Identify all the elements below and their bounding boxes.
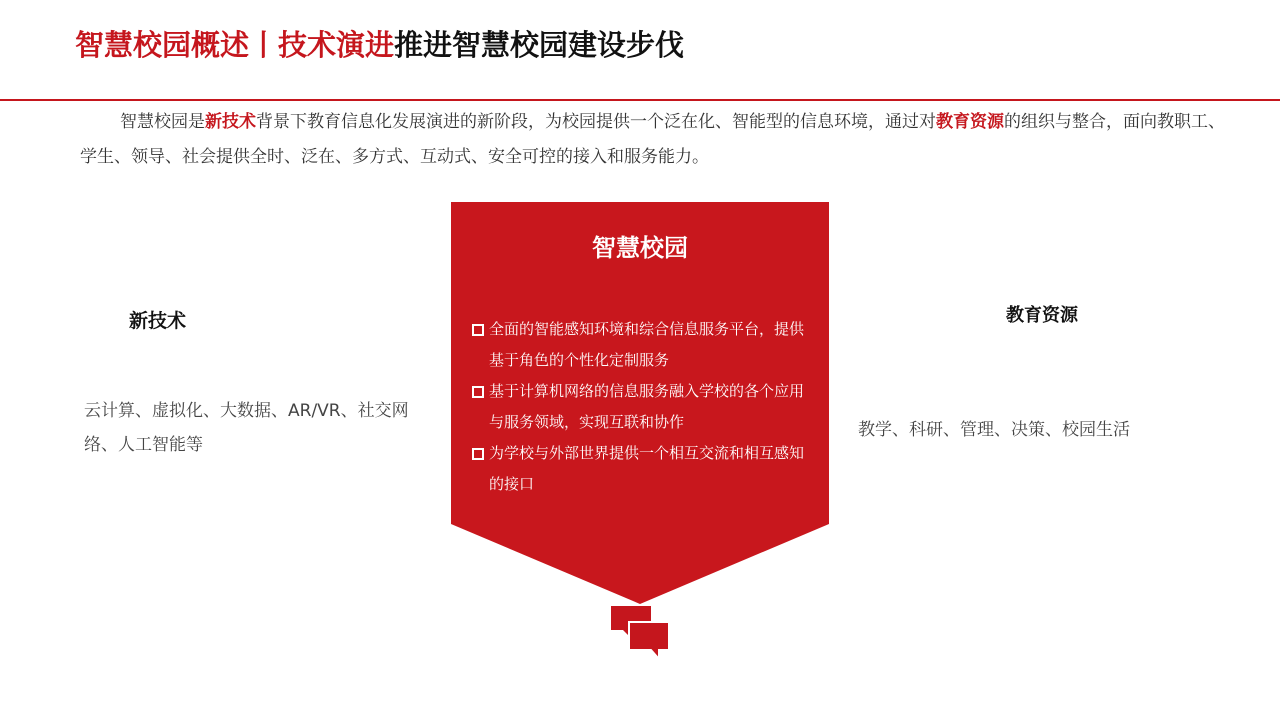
hollow-square-icon bbox=[472, 448, 484, 460]
header-divider bbox=[0, 99, 1280, 101]
edu-resources-description: 教学、科研、管理、决策、校园生活 bbox=[858, 420, 1130, 440]
new-tech-description: 云计算、虚拟化、大数据、AR/VR、社交网络、人工智能等 bbox=[84, 401, 409, 455]
intro-highlight-new-tech: 新技术 bbox=[205, 112, 256, 132]
page-title bbox=[75, 24, 684, 66]
bullet-text: 基于计算机网络的信息服务融入学校的各个应用与服务领域，实现互联和协作 bbox=[489, 382, 805, 431]
bullet-text: 为学校与外部世界提供一个相互交流和相互感知的接口 bbox=[489, 444, 805, 493]
intro-text-3: 的组织与整合，面向教职工、学生、领导、社会提供全时、泛在、多方式、互动式、安全可控的接入和服务能力。 bbox=[80, 112, 1225, 167]
hollow-square-icon bbox=[472, 386, 484, 398]
smart-campus-heading: 智慧校园 bbox=[592, 233, 688, 262]
bullet-item bbox=[470, 314, 815, 376]
smart-campus-bullet-list bbox=[470, 314, 815, 500]
bullet-item bbox=[470, 438, 815, 500]
title-red-part: 智慧校园概述丨技术演进 bbox=[75, 28, 395, 62]
bullet-item bbox=[470, 376, 815, 438]
hollow-square-icon bbox=[472, 324, 484, 336]
edu-resources-heading: 教育资源 bbox=[1006, 305, 1078, 326]
bullet-text: 全面的智能感知环境和综合信息服务平台，提供基于角色的个性化定制服务 bbox=[489, 320, 805, 369]
title-dark-part: 推进智慧校园建设步伐 bbox=[394, 28, 685, 62]
new-tech-heading: 新技术 bbox=[129, 310, 187, 332]
intro-text-2: 背景下教育信息化发展演进的新阶段，为校园提供一个泛在化、智能型的信息环境，通过对 bbox=[256, 112, 936, 132]
intro-text-1: 智慧校园是 bbox=[120, 112, 205, 132]
intro-paragraph bbox=[80, 105, 1230, 175]
chat-bubbles-icon bbox=[609, 604, 671, 660]
intro-highlight-edu-resources: 教育资源 bbox=[936, 112, 1004, 132]
